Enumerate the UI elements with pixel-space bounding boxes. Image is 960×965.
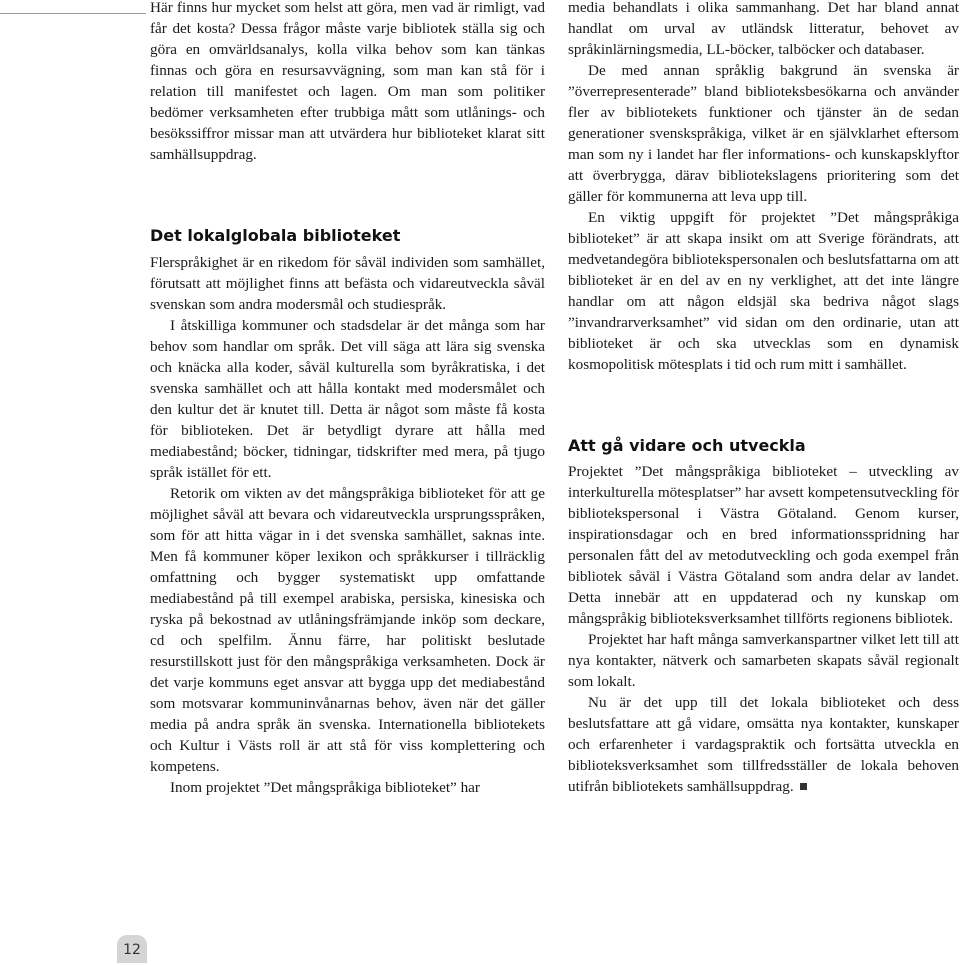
- page-number: 12: [117, 935, 147, 963]
- body-paragraph: Flerspråkighet är en rikedom för såväl individen som samhället, förutsatt att möjlighet finns att befästa och vidareutveckla såväl svenskan som andra modersmål och studiespråk.: [150, 254, 545, 313]
- header-rule: [0, 13, 146, 14]
- right-column: [568, 0, 959, 797]
- body-paragraph: Projektet har haft många samverkanspartner vilket lett till att nya kontakter, nätverk och samarbeten skapats såväl regionalt som lokalt.: [568, 631, 959, 690]
- section-heading-lokalglobala: Det lokalglobala biblioteket: [150, 226, 401, 245]
- end-of-article-square-icon: [800, 783, 807, 790]
- body-paragraph: Projektet ”Det mångspråkiga biblioteket – utveckling av interkulturella mötesplatser” har avsett kompetensutveckling för bibliotekspersonal i Västra Götaland. Genom kurser, inspirationsdagar och en bred informationsspridning har personalen fått del av metodutveckling och goda exempel från bibliotek såväl i Västra Götaland som andra delar av landet. Detta innebär att en uppdaterad och ny kunskap om mångspråkig biblioteksverksamhet tillförts regionens bibliotek.: [568, 463, 959, 627]
- body-paragraph: Retorik om vikten av det mångspråkiga biblioteket för att ge möjlighet såväl att bevara och vidareutveckla ursprungsspråken, som för att hitta vägar in i det svenska samhället, saknas inte. Men få kommuner köper lexikon och språkkurser i tillräcklig omfattning och bygger systematiskt upp omfattande mediabestånd på till exempel arabiska, persiska, kinesiska och ryska på bekostnad av utlåningsfrämjande inköp som deckare, cd och spelfilm. Ännu färre, har politiskt beslutade resurstillskott just för den mångspråkiga verksamheten. Dock är det varje kommuns eget ansvar att bygga upp det mediabestånd som motsvarar kommuninvånarnas behov, även när det gäller media på andra språk än svenska. Internationella bibliotekets och Kultur i Västs roll är att stå för viss komplettering och kompetens.: [150, 485, 545, 775]
- final-paragraph-text: Nu är det upp till det lokala biblioteket och dess beslutsfattare att gå vidare, omsätta nya kontakter, kunskaper och erfarenheter i vardagspraktik och fortsätta utveckla en biblioteksverksamhet som tillfredsställer de lokala behoven utifrån bibliotekets samhällsuppdrag.: [568, 694, 959, 795]
- left-column: [150, 0, 545, 798]
- section-heading-vidare: Att gå vidare och utveckla: [568, 436, 806, 455]
- body-paragraph: [568, 692, 959, 797]
- body-paragraph: Inom projektet ”Det mångspråkiga biblioteket” har: [170, 779, 480, 796]
- body-paragraph: En viktig uppgift för projektet ”Det mångspråkiga biblioteket” är att skapa insikt om att Sverige förändrats, att medvetandegöra bibliotekspersonalen och beslutsfattarna om att biblioteket är en del av en ny verklighet, att det inte längre handlar om att någon eldsjäl ska bedriva något slags ”invandrarverksamhet” vid sidan om den ordinarie, utan att biblioteket är och ska utvecklas som en dynamisk kosmopolitisk mötesplats i tid och rum mitt i samhället.: [568, 209, 959, 373]
- body-paragraph: I åtskilliga kommuner och stadsdelar är det många som har behov som handlar om språk. Det vill säga att lära sig svenska och knäcka alla koder, såväl kulturella som byråkratiska, i det svenska samhället och att hålla kontakt med modersmålet och den kultur det är knutet till. Detta är något som måste få kosta för biblioteken. Det är betydligt dyrare att hålla med mediabestånd; böcker, tidningar, tidskrifter med mera, på tjugo språk istället för ett.: [150, 317, 545, 481]
- body-paragraph: media behandlats i olika sammanhang. Det har bland annat handlat om urval av utländsk litteratur, behovet av språkinlärningsmedia, LL-böcker, talböcker och databaser.: [568, 0, 959, 58]
- body-paragraph: De med annan språklig bakgrund än svenska är ”överrepresenterade” bland biblioteksbesökarna och använder fler av bibliotekets funktioner och tjänster än de sedan generationer svenskspråkiga, vilket är en självklarhet eftersom man som ny i landet har fler informations- och kunskapsklyftor att överbrygga, därav bibliotekslagens prioritering som det gäller för kommunerna att leva upp till.: [568, 62, 959, 205]
- intro-paragraph: Här finns hur mycket som helst att göra, men vad är rimligt, vad får det kosta? Dessa frågor måste varje bibliotek ställa sig och göra en omvärldsanalys, kolla vilka behov som kan tänkas finnas och göra en resursavvägning, som man kan stå för i relation till manifestet och lagen. Om man som politiker bedömer verksamheten efter trubbiga mått som utlånings- och besökssiffror missar man att utvärdera hur biblioteket klarat sitt samhällsuppdrag.: [150, 0, 545, 163]
